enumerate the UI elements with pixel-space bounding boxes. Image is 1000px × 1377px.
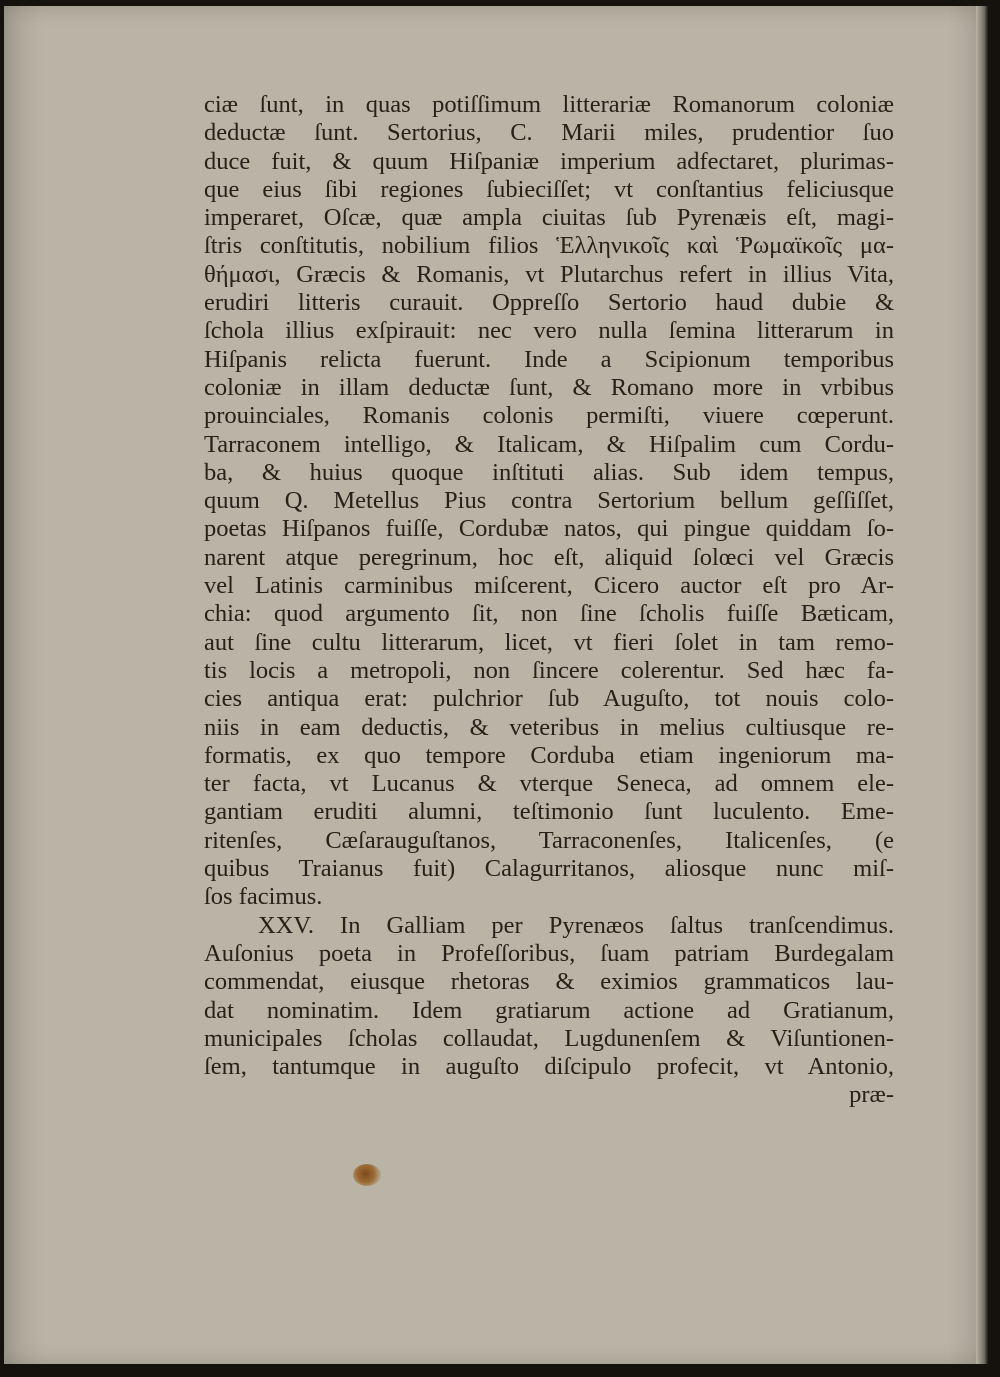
- text-line: narent atque peregrinum, hoc eſt, aliquid ſolœci vel Græcis: [204, 543, 894, 571]
- text-line: niis in eam deductis, & veteribus in melius cultiusque re-: [204, 713, 894, 741]
- text-line: ciæ ſunt, in quas potiſſimum litterariæ Romanorum coloniæ: [204, 91, 894, 118]
- text-line: ba, & huius quoque inſtituti alias. Sub idem tempus,: [204, 458, 894, 486]
- text-line: θήμασι, Græcis & Romanis, vt Plutarchus refert in illius Vita,: [204, 260, 894, 288]
- text-line: erudiri litteris curauit. Oppreſſo Sertorio haud dubie &: [204, 289, 894, 317]
- section-heading-line: XXV. In Galliam per Pyrenæos ſaltus tranſcendimus.: [258, 911, 894, 939]
- text-line: coloniæ in illam deductæ ſunt, & Romano more in vrbibus: [204, 373, 894, 401]
- text-line: quibus Traianus fuit) Calagurritanos, aliosque nunc miſ-: [204, 855, 894, 883]
- text-line: quum Q. Metellus Pius contra Sertorium bellum geſſiſſet,: [204, 487, 894, 515]
- text-line: deductæ ſunt. Sertorius, C. Marii miles, prudentior ſuo: [204, 119, 894, 147]
- text-line: ſtris conſtitutis, nobilium filios Ἑλληνικοῖς καὶ Ῥωμαϊκοῖς μα-: [204, 232, 894, 260]
- text-line: ſos facimus.: [204, 883, 323, 911]
- text-line: poetas Hiſpanos fuiſſe, Cordubæ natos, qui pingue quiddam ſo-: [204, 515, 894, 543]
- page-text-body: [204, 91, 894, 1110]
- text-line: commendat, eiusque rhetoras & eximios grammaticos lau-: [204, 968, 894, 996]
- text-line: tis locis a metropoli, non ſincere colerentur. Sed hæc fa-: [204, 656, 894, 684]
- text-line: prouinciales, Romanis colonis permiſti, viuere cœperunt.: [204, 402, 894, 430]
- text-line: duce fuit, & quum Hiſpaniæ imperium adfectaret, plurimas-: [204, 147, 894, 175]
- page-edge-shadow: [976, 6, 988, 1364]
- text-line: dat nominatim. Idem gratiarum actione ad Gratianum,: [204, 996, 894, 1024]
- text-line: ſchola illius exſpirauit: nec vero nulla ſemina litterarum in: [204, 317, 894, 345]
- text-line: Auſonius poeta in Profeſſoribus, ſuam patriam Burdegalam: [204, 939, 894, 967]
- text-line: chia: quod argumento ſit, non ſine ſcholis fuiſſe Bæticam,: [204, 600, 894, 628]
- text-line: ter facta, vt Lucanus & vterque Seneca, ad omnem ele-: [204, 770, 894, 798]
- text-line: ritenſes, Cæſarauguſtanos, Tarraconenſes, Italicenſes, (e: [204, 826, 894, 854]
- book-page: [4, 6, 988, 1364]
- text-line: ſem, tantumque in auguſto diſcipulo profecit, vt Antonio,: [204, 1053, 894, 1081]
- ink-stain: [353, 1164, 381, 1186]
- text-line: municipales ſcholas collaudat, Lugdunenſem & Viſuntionen-: [204, 1024, 894, 1052]
- text-line: Hiſpanis relicta fuerunt. Inde a Scipionum temporibus: [204, 345, 894, 373]
- text-line: aut ſine cultu litterarum, licet, vt fieri ſolet in tam remo-: [204, 628, 894, 656]
- text-line: gantiam eruditi alumni, teſtimonio ſunt luculento. Eme-: [204, 798, 894, 826]
- text-line: Tarraconem intelligo, & Italicam, & Hiſpalim cum Cordu-: [204, 430, 894, 458]
- catchword: præ-: [849, 1081, 894, 1109]
- text-line: formatis, ex quo tempore Corduba etiam ingeniorum ma-: [204, 741, 894, 769]
- text-line: vel Latinis carminibus miſcerent, Cicero auctor eſt pro Ar-: [204, 572, 894, 600]
- text-line: cies antiqua erat: pulchrior ſub Auguſto, tot nouis colo-: [204, 685, 894, 713]
- text-line: imperaret, Oſcæ, quæ ampla ciuitas ſub Pyrenæis eſt, magi-: [204, 204, 894, 232]
- text-line: que eius ſibi regiones ſubieciſſet; vt conſtantius feliciusque: [204, 175, 894, 203]
